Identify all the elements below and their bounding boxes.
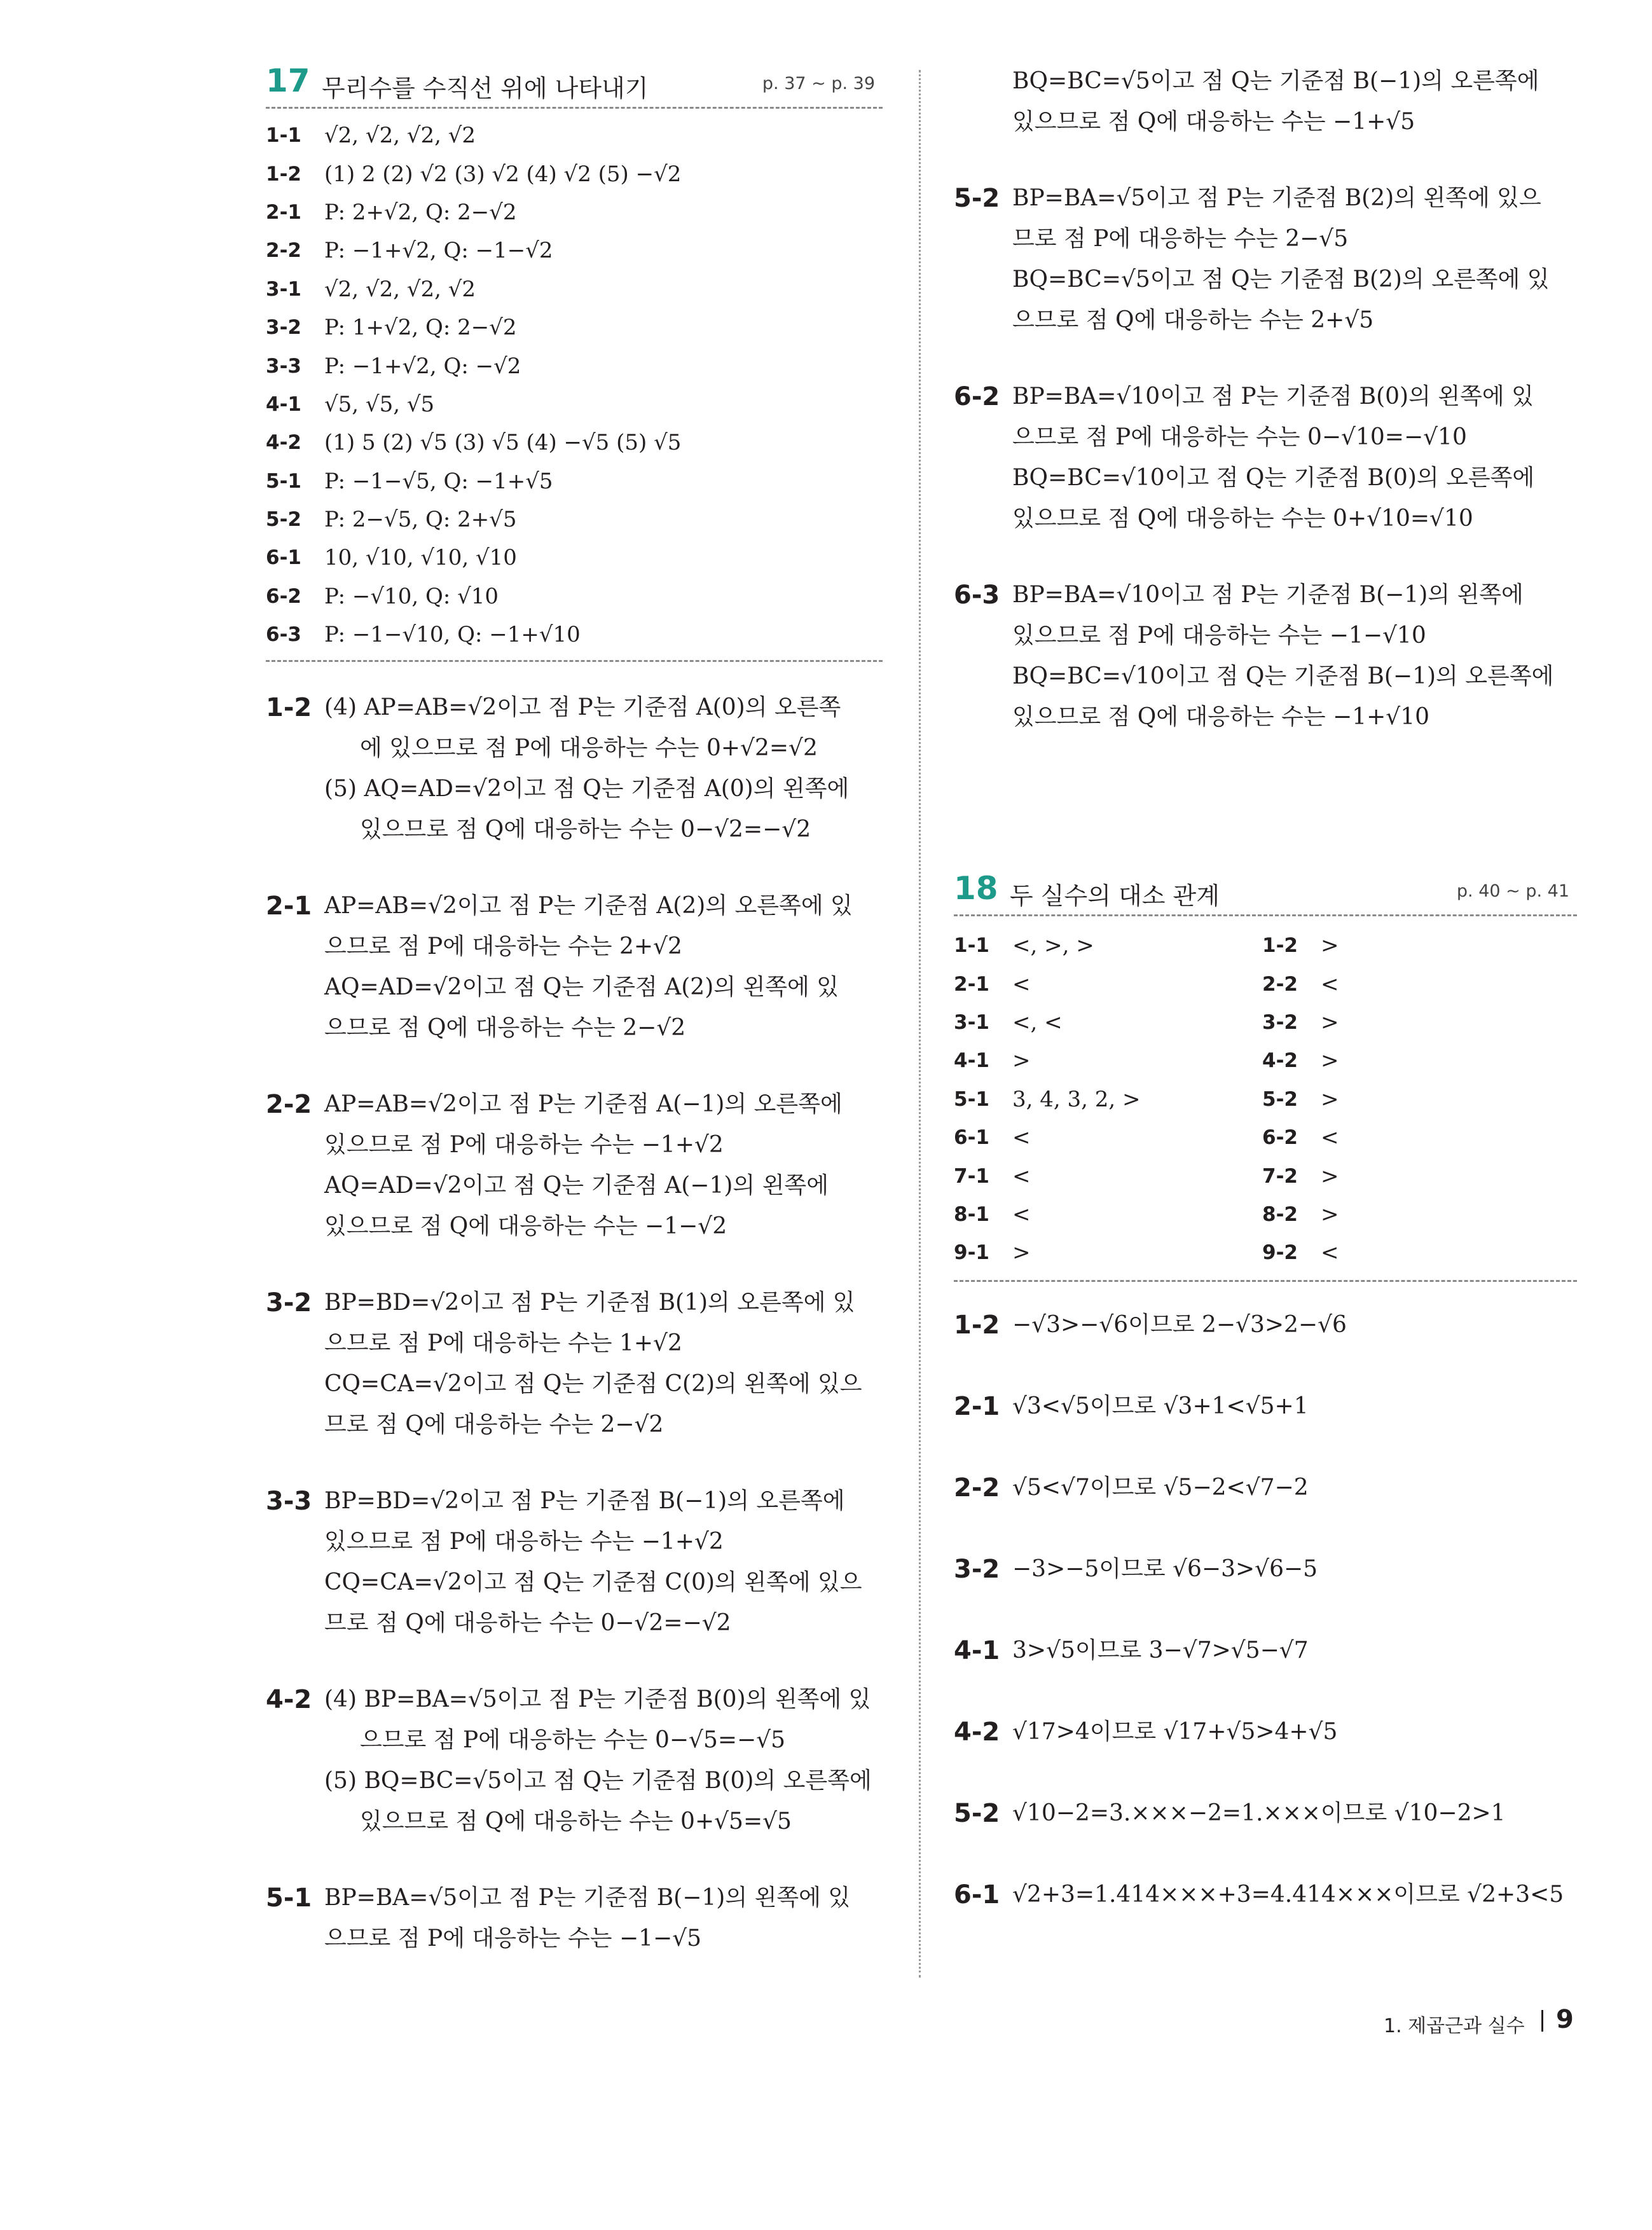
solution-body [1012, 178, 1577, 341]
solution-block [954, 178, 1577, 341]
answer-label: 5-1 [266, 469, 302, 493]
section-title: 무리수를 수직선 위에 나타내기 [322, 74, 649, 102]
page-number: 9 [1556, 2005, 1574, 2034]
solution-label: 1-2 [266, 693, 312, 723]
solution-line: 있으므로 점 Q에 대응하는 수는 −1+√5 [1012, 109, 1415, 135]
answer-list-right [1262, 926, 1571, 1272]
section-pages: p. 37 ~ p. 39 [762, 74, 875, 93]
solution-line: √5<√7이므로 √5−2<√7−2 [1012, 1474, 1309, 1501]
answer-row [954, 1157, 1262, 1195]
solution-label: 4-2 [954, 1717, 1000, 1747]
solution-line: BP=BA=√10이고 점 P는 기준점 B(−1)의 왼쪽에 [1012, 582, 1524, 608]
solution-label: 6-1 [954, 1880, 1000, 1910]
solution-label: 4-1 [954, 1635, 1000, 1665]
section-number: 17 [266, 62, 310, 99]
answer-row [954, 1118, 1262, 1157]
solution-label: 5-2 [954, 184, 1000, 213]
solution-block [954, 376, 1577, 539]
solution-block [954, 1793, 1577, 1834]
solution-block [954, 575, 1577, 738]
answer-row [1262, 1003, 1571, 1042]
answer-value: < [1012, 1125, 1031, 1151]
solution-block [954, 1875, 1577, 1915]
solution-block [954, 1712, 1577, 1752]
answer-label: 2-1 [266, 200, 302, 224]
solution-line: 으므로 점 P에 대응하는 수는 0−√10=−√10 [1012, 424, 1467, 450]
answer-label: 8-1 [954, 1202, 990, 1226]
answer-label: 1-1 [954, 934, 990, 958]
solution-line: 있으므로 점 P에 대응하는 수는 −1+√2 [324, 1529, 724, 1555]
solution-body [1012, 1549, 1577, 1590]
solution-block [266, 1679, 883, 1842]
solution-label: 5-2 [954, 1798, 1000, 1828]
solution-line: 으므로 점 P에 대응하는 수는 0−√5=−√5 [360, 1727, 786, 1754]
answer-row [1262, 965, 1571, 1003]
answer-value: > [1321, 1009, 1339, 1035]
left-column [266, 61, 883, 1995]
answer-row [266, 270, 883, 308]
solution-line: 있으므로 점 Q에 대응하는 수는 0−√2=−√2 [360, 816, 811, 843]
solution-line: √10−2=3.×××−2=1.×××이므로 √10−2>1 [1012, 1800, 1506, 1826]
answer-label: 6-2 [1262, 1126, 1298, 1150]
answer-row [954, 1042, 1262, 1080]
answer-value: > [1012, 1048, 1031, 1074]
solution-line: 있으므로 점 P에 대응하는 수는 −1−√10 [1012, 623, 1426, 649]
solution-block [954, 1386, 1577, 1427]
solution-line: BQ=BC=√10이고 점 Q는 기준점 B(−1)의 오른쪽에 [1012, 663, 1554, 689]
answer-row [266, 155, 883, 193]
answer-grid [954, 916, 1577, 1282]
section-17-header [266, 61, 883, 109]
answer-value: P: 1+√2, Q: 2−√2 [324, 315, 517, 341]
solution-label: 3-2 [954, 1554, 1000, 1584]
solution-line: (4) AP=AB=√2이고 점 P는 기준점 A(0)의 오른쪽 [324, 694, 841, 721]
solution-block [266, 1878, 883, 1959]
section-18-header [954, 869, 1577, 916]
solution-line: 있으므로 점 Q에 대응하는 수는 0+√5=√5 [360, 1808, 792, 1835]
solution-line: BQ=BC=√10이고 점 Q는 기준점 B(0)의 오른쪽에 [1012, 465, 1535, 491]
solution-body [324, 1679, 883, 1842]
answer-row [954, 1234, 1262, 1272]
solution-line: (4) BP=BA=√5이고 점 P는 기준점 B(0)의 왼쪽에 있 [324, 1686, 871, 1713]
answer-row [1262, 926, 1571, 965]
solution-line: 므로 점 Q에 대응하는 수는 2−√2 [324, 1412, 664, 1438]
solution-body [324, 1283, 883, 1445]
solution-body [1012, 1793, 1577, 1834]
solution-list [954, 1282, 1577, 1915]
answer-label: 9-1 [954, 1241, 990, 1265]
solution-line: BQ=BC=√5이고 점 Q는 기준점 B(2)의 오른쪽에 있 [1012, 266, 1550, 293]
solution-body [1012, 1386, 1577, 1427]
solution-body [1012, 376, 1577, 539]
solution-label: 2-2 [266, 1090, 312, 1120]
answer-row [1262, 1157, 1571, 1195]
solution-line: (5) BQ=BC=√5이고 점 Q는 기준점 B(0)의 오른쪽에 [324, 1768, 872, 1794]
answer-value: P: −1+√2, Q: −√2 [324, 353, 521, 379]
solution-label: 2-1 [266, 891, 312, 921]
solution-line: BP=BA=√5이고 점 P는 기준점 B(−1)의 왼쪽에 있 [324, 1885, 851, 1911]
answer-label: 9-2 [1262, 1241, 1298, 1265]
answer-value: 10, √10, √10, √10 [324, 545, 517, 571]
answer-value: √5, √5, √5 [324, 391, 435, 417]
answer-label: 6-1 [954, 1126, 990, 1150]
answer-value: P: −1−√10, Q: −1+√10 [324, 622, 581, 648]
solution-line: 므로 점 Q에 대응하는 수는 0−√2=−√2 [324, 1610, 731, 1637]
solution-body [324, 1878, 883, 1959]
solution-label: 1-2 [954, 1310, 1000, 1340]
answer-row [266, 231, 883, 270]
solution-block [266, 687, 883, 850]
solution-body [1012, 1712, 1577, 1752]
answer-label: 8-2 [1262, 1202, 1298, 1226]
chapter-footer: 1. 제곱근과 실수 [1384, 2015, 1525, 2037]
answer-row [266, 116, 883, 155]
solution-line: BP=BA=√10이고 점 P는 기준점 B(0)의 왼쪽에 있 [1012, 383, 1534, 410]
answer-label: 5-2 [266, 508, 302, 532]
solution-block [954, 1468, 1577, 1508]
solution-body [324, 687, 883, 850]
solution-line: 으므로 점 P에 대응하는 수는 −1−√5 [324, 1925, 702, 1952]
answer-label: 1-2 [1262, 934, 1298, 958]
solution-label: 3-2 [266, 1288, 312, 1318]
answer-value: <, < [1012, 1009, 1063, 1035]
solution-body [1012, 61, 1577, 142]
answer-label: 3-1 [266, 277, 302, 301]
solution-body [1012, 1875, 1577, 1915]
solution-line: AQ=AD=√2이고 점 Q는 기준점 A(−1)의 왼쪽에 [324, 1173, 829, 1199]
answer-value: > [1321, 1048, 1339, 1074]
solution-label: 2-1 [954, 1391, 1000, 1421]
answer-value: < [1321, 971, 1339, 997]
answer-row [266, 347, 883, 385]
solution-line: CQ=CA=√2이고 점 Q는 기준점 C(0)의 왼쪽에 있으 [324, 1569, 862, 1596]
answer-label: 5-1 [954, 1087, 990, 1111]
solution-body [1012, 1468, 1577, 1508]
answer-value: > [1321, 1086, 1339, 1112]
answer-label: 6-3 [266, 623, 302, 647]
solution-line: 으므로 점 Q에 대응하는 수는 2+√5 [1012, 307, 1374, 333]
answer-value: <, >, > [1012, 933, 1094, 959]
solution-line: (5) AQ=AD=√2이고 점 Q는 기준점 A(0)의 왼쪽에 [324, 776, 850, 802]
solution-line: 므로 점 P에 대응하는 수는 2−√5 [1012, 226, 1349, 252]
solution-line: BP=BD=√2이고 점 P는 기준점 B(1)의 오른쪽에 있 [324, 1290, 855, 1316]
solution-body [324, 1481, 883, 1644]
right-column [954, 61, 1577, 1956]
solution-line: BP=BD=√2이고 점 P는 기준점 B(−1)의 오른쪽에 [324, 1488, 845, 1515]
solution-block [266, 1084, 883, 1247]
answer-label: 2-2 [266, 239, 302, 263]
answer-label: 7-2 [1262, 1164, 1298, 1188]
answer-label: 3-2 [1262, 1010, 1298, 1034]
solution-line: 있으므로 점 Q에 대응하는 수는 −1−√2 [324, 1213, 727, 1240]
answer-list [266, 109, 883, 662]
answer-label: 3-3 [266, 354, 302, 378]
answer-value: P: −1−√5, Q: −1+√5 [324, 468, 553, 494]
solution-label: 6-2 [954, 382, 1000, 411]
solution-block [954, 1630, 1577, 1671]
answer-row [266, 616, 883, 654]
answer-row [266, 385, 883, 423]
answer-list-left [954, 926, 1262, 1272]
answer-value: > [1321, 933, 1339, 959]
solution-line: −√3>−√6이므로 2−√3>2−√6 [1012, 1311, 1347, 1338]
answer-row [266, 193, 883, 231]
answer-value: √2, √2, √2, √2 [324, 276, 476, 302]
solution-line: √2+3=1.414×××+3=4.414×××이므로 √2+3<5 [1012, 1881, 1564, 1908]
solution-line: 있으므로 점 Q에 대응하는 수는 0+√10=√10 [1012, 506, 1473, 532]
solution-line: 으므로 점 P에 대응하는 수는 1+√2 [324, 1330, 682, 1357]
solution-label: 3-3 [266, 1487, 312, 1517]
answer-row [266, 462, 883, 500]
solution-body [324, 886, 883, 1049]
solution-block [954, 1549, 1577, 1590]
solution-label: 6-3 [954, 581, 1000, 610]
answer-value: P: 2−√5, Q: 2+√5 [324, 507, 517, 533]
answer-value: P: 2+√2, Q: 2−√2 [324, 199, 517, 225]
answer-row [1262, 1080, 1571, 1118]
solution-block [266, 886, 883, 1049]
section-pages: p. 40 ~ p. 41 [1456, 881, 1569, 901]
answer-value: > [1321, 1163, 1339, 1189]
answer-label: 1-2 [266, 162, 302, 186]
solution-line: AP=AB=√2이고 점 P는 기준점 A(2)의 오른쪽에 있 [324, 893, 853, 919]
solution-line: AQ=AD=√2이고 점 Q는 기준점 A(2)의 왼쪽에 있 [324, 974, 839, 1001]
answer-row [954, 1003, 1262, 1042]
solution-line: 에 있으므로 점 P에 대응하는 수는 0+√2=√2 [360, 735, 818, 762]
answer-label: 7-1 [954, 1164, 990, 1188]
solution-line: 으므로 점 Q에 대응하는 수는 2−√2 [324, 1015, 686, 1042]
answer-row [954, 965, 1262, 1003]
solution-line: BP=BA=√5이고 점 P는 기준점 B(2)의 왼쪽에 있으 [1012, 185, 1541, 211]
footer-divider [1541, 2010, 1543, 2032]
answer-label: 5-2 [1262, 1087, 1298, 1111]
solution-line: AP=AB=√2이고 점 P는 기준점 A(−1)의 오른쪽에 [324, 1091, 843, 1118]
answer-row [1262, 1195, 1571, 1234]
solution-body [324, 1084, 883, 1247]
answer-value: √2, √2, √2, √2 [324, 123, 476, 149]
answer-label: 6-2 [266, 584, 302, 608]
answer-label: 4-1 [266, 392, 302, 416]
answer-value: < [1012, 971, 1031, 997]
solution-block [266, 1481, 883, 1644]
section-number: 18 [954, 870, 998, 907]
answer-row [1262, 1042, 1571, 1080]
solution-body [1012, 575, 1577, 738]
answer-row [1262, 1234, 1571, 1272]
solution-list [266, 662, 883, 1959]
answer-label: 4-2 [266, 431, 302, 455]
answer-value: < [1012, 1163, 1031, 1189]
answer-row [266, 423, 883, 462]
answer-value: P: −√10, Q: √10 [324, 583, 499, 609]
answer-row [266, 577, 883, 616]
solution-body [1012, 1630, 1577, 1671]
answer-row [954, 926, 1262, 965]
answer-label: 6-1 [266, 546, 302, 570]
solution-block [954, 61, 1577, 142]
answer-row [266, 308, 883, 347]
solution-line: CQ=CA=√2이고 점 Q는 기준점 C(2)의 왼쪽에 있으 [324, 1371, 862, 1398]
answer-value: > [1012, 1240, 1031, 1266]
answer-row [954, 1080, 1262, 1118]
solution-line: 있으므로 점 P에 대응하는 수는 −1+√2 [324, 1132, 724, 1159]
solution-line: −3>−5이므로 √6−3>√6−5 [1012, 1555, 1318, 1582]
answer-label: 2-1 [954, 972, 990, 996]
column-divider [919, 70, 921, 1978]
solution-label: 2-2 [954, 1473, 1000, 1503]
answer-value: > [1321, 1201, 1339, 1227]
answer-row [1262, 1118, 1571, 1157]
answer-value: < [1012, 1201, 1031, 1227]
solution-list-continued [954, 61, 1577, 738]
answer-row [266, 539, 883, 577]
solution-label: 5-1 [266, 1883, 312, 1913]
answer-label: 4-2 [1262, 1049, 1298, 1073]
solution-line: BQ=BC=√5이고 점 Q는 기준점 B(−1)의 오른쪽에 [1012, 68, 1539, 94]
answer-value: (1) 5 (2) √5 (3) √5 (4) −√5 (5) √5 [324, 430, 682, 456]
solution-block [954, 1305, 1577, 1346]
solution-block [266, 1283, 883, 1445]
solution-body [1012, 1305, 1577, 1346]
answer-row [266, 500, 883, 539]
answer-label: 2-2 [1262, 972, 1298, 996]
solution-line: 으므로 점 P에 대응하는 수는 2+√2 [324, 933, 682, 960]
solution-line: √3<√5이므로 √3+1<√5+1 [1012, 1393, 1309, 1419]
answer-row [954, 1195, 1262, 1234]
section-title: 두 실수의 대소 관계 [1010, 882, 1220, 910]
solution-label [954, 61, 1012, 142]
answer-label: 1-1 [266, 124, 302, 148]
answer-value: 3, 4, 3, 2, > [1012, 1086, 1141, 1112]
answer-label: 3-1 [954, 1010, 990, 1034]
answer-value: < [1321, 1240, 1339, 1266]
solution-label: 4-2 [266, 1685, 312, 1715]
answer-label: 4-1 [954, 1049, 990, 1073]
answer-value: (1) 2 (2) √2 (3) √2 (4) √2 (5) −√2 [324, 161, 682, 187]
solution-line: 있으므로 점 Q에 대응하는 수는 −1+√10 [1012, 704, 1430, 730]
answer-value: < [1321, 1125, 1339, 1151]
solution-line: 3>√5이므로 3−√7>√5−√7 [1012, 1637, 1309, 1663]
solution-line: √17>4이므로 √17+√5>4+√5 [1012, 1718, 1338, 1745]
answer-label: 3-2 [266, 316, 302, 340]
answer-value: P: −1+√2, Q: −1−√2 [324, 238, 553, 264]
